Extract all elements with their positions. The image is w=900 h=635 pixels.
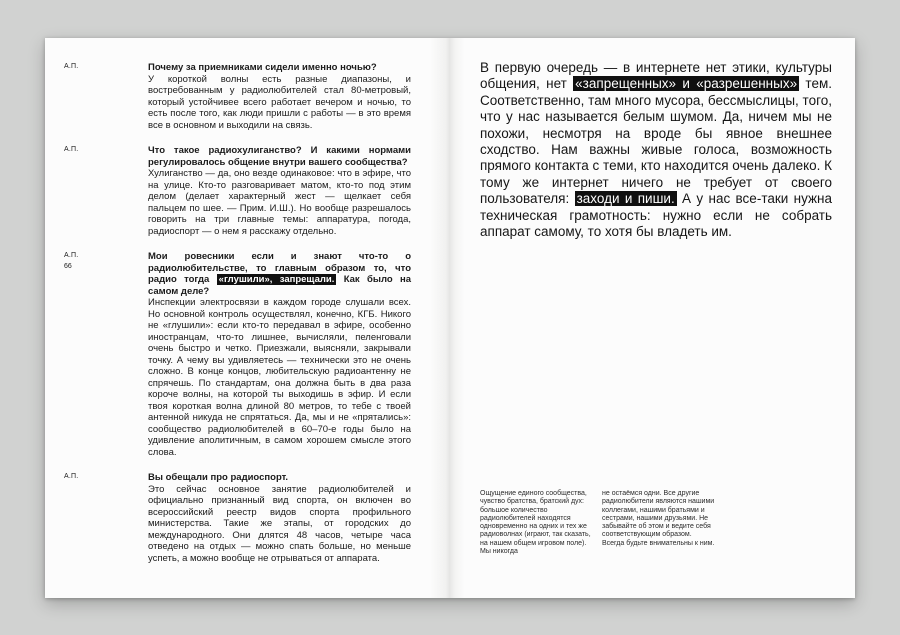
entry-text [148, 62, 411, 131]
interview-entry [45, 251, 450, 458]
speaker-label: А.П. [64, 63, 79, 70]
redaction-highlight: заходи и пиши. [576, 191, 675, 207]
book-spread [45, 38, 855, 598]
speaker-label: А.П. [64, 146, 79, 153]
speaker-label: А.П. [64, 252, 79, 259]
footnote-block [480, 490, 715, 556]
text-segment: Хулиганство — да, оно везде одинаковое: что в эфире, что на улице. Кто-то разговаривает матом, кто-то под этим делом (делает характерный жест — щелкает себя пальцем по шее. — Прим. И.Ш.). Но вообще разрешалось говорить на три главные темы: аппаратура, погода, радиоспорт — о нем я расскажу отдельно. [148, 168, 411, 237]
text-segment: У короткой волны есть разные диапазоны, и востребованным у радиолюбителей стал 80-метровый, который устойчивее всего работает вечером и ночью, то есть после того, как люди пришли с работы — в это время все в основном и выходили на связь. [148, 73, 411, 131]
text-segment: Вы обещали про радиоспорт. [148, 472, 289, 483]
right-page [450, 38, 855, 598]
interview-column [45, 62, 450, 578]
footnote-column-2: не остаёмся одни. Все другие радиолюбители являются нашими коллегами, нашими братьями и сестрами, нашими друзьями. Не забывайте об этом и ведите себя соответствующим образом. Всегда будьте внимательны к ним. [602, 490, 715, 547]
entry-text [148, 472, 411, 564]
question-paragraph [148, 472, 411, 484]
margin-labels [45, 145, 148, 237]
entry-text [148, 145, 411, 237]
redaction-highlight: «глушили», запрещали. [218, 274, 335, 285]
pull-quote-paragraph [480, 60, 832, 240]
pull-quote-block [480, 60, 832, 240]
entry-text [148, 251, 411, 458]
margin-labels [45, 62, 148, 131]
text-segment: А у нас все-таки нужна техническая грамотность: нужно если не собрать аппарат самому, то хотя бы владеть им. [480, 191, 832, 240]
question-paragraph [148, 62, 411, 74]
text-segment: Как было на самом деле? [148, 274, 412, 297]
interview-entry [45, 472, 450, 564]
interview-entry [45, 145, 450, 237]
page-number: 66 [64, 263, 72, 270]
text-segment: Это сейчас основное занятие радиолюбителей и официально признанный вид спорта, он включен во всероссийский реестр видов спорта профильного министерства. Такие же этапы, от городских до международного. Они длятся 48 часов, четыре часа отведено на отдых — можно спать больше, но меньше успеть, а можно вообще не отрываться от аппарата. [148, 483, 411, 564]
interview-entry [45, 62, 450, 131]
answer-paragraph [148, 484, 411, 565]
answer-paragraph [148, 168, 411, 237]
speaker-label: А.П. [64, 473, 79, 480]
question-paragraph [148, 251, 411, 297]
text-segment: Инспекции электросвязи в каждом городе слушали всех. Но основной контроль осуществлял, конечно, КГБ. Никого не «глушили»: если кто-то передавал в эфире, особенно иностранцам, что-то лишнее, вычисляли, пеленговали очень быстро и четко. Приезжали, выясняли, закрывали точку. А чему вы удивляетесь — технически это не очень сложно. В конце концов, любительскую радиоантенну не спрячешь. По стандартам, она должна быть в два раза короче волны, на которой ты выходишь в эфир. И если твоя короткая волна длиной 80 метров, то тебе с твоей антенной никуда не спрятаться. Да, мы и не «прятались»: сообщество радиолюбителей в 60–70-е годы было на удивление аполитичным, в самом хорошем смысле этого слова. [148, 297, 411, 458]
answer-paragraph [148, 74, 411, 132]
text-segment: Что такое радиохулиганство? И какими нормами регулировалось общение внутри вашего сообщества? [148, 145, 411, 168]
margin-labels [45, 472, 148, 564]
question-paragraph [148, 145, 411, 168]
text-segment: Мои ровесники если и знают что-то о радиолюбительстве, то главным образом то, что радио тогда [148, 251, 411, 285]
answer-paragraph [148, 297, 411, 458]
text-segment: тем. Соответственно, там много мусора, бессмыслицы, того, что у нас называется белым шумом. Да, ничем мы не похожи, несмотря на вроде бы явное внешнее сходство. Нам важны живые голоса, возможность прямого контакта с теми, кто находится очень далеко. К тому же интернет ничего не требует от своего пользователя: [480, 76, 833, 207]
redaction-highlight: «запрещенных» и «разрешенных» [575, 76, 798, 92]
margin-labels [45, 251, 148, 458]
text-segment: Почему за приемниками сидели именно ночью? [148, 62, 377, 73]
footnote-column-1: Ощущение единого сообщества, чувство братства, братский дух: большое количество радиолюбителей находятся одновременно на одних и тех же радиоволнах (играют, так сказать, на нашем общем игровом поле). Мы никогда [480, 490, 591, 556]
text-segment: В первую очередь — в интернете нет этики, культуры общения, нет [480, 60, 832, 92]
left-page [45, 38, 450, 598]
